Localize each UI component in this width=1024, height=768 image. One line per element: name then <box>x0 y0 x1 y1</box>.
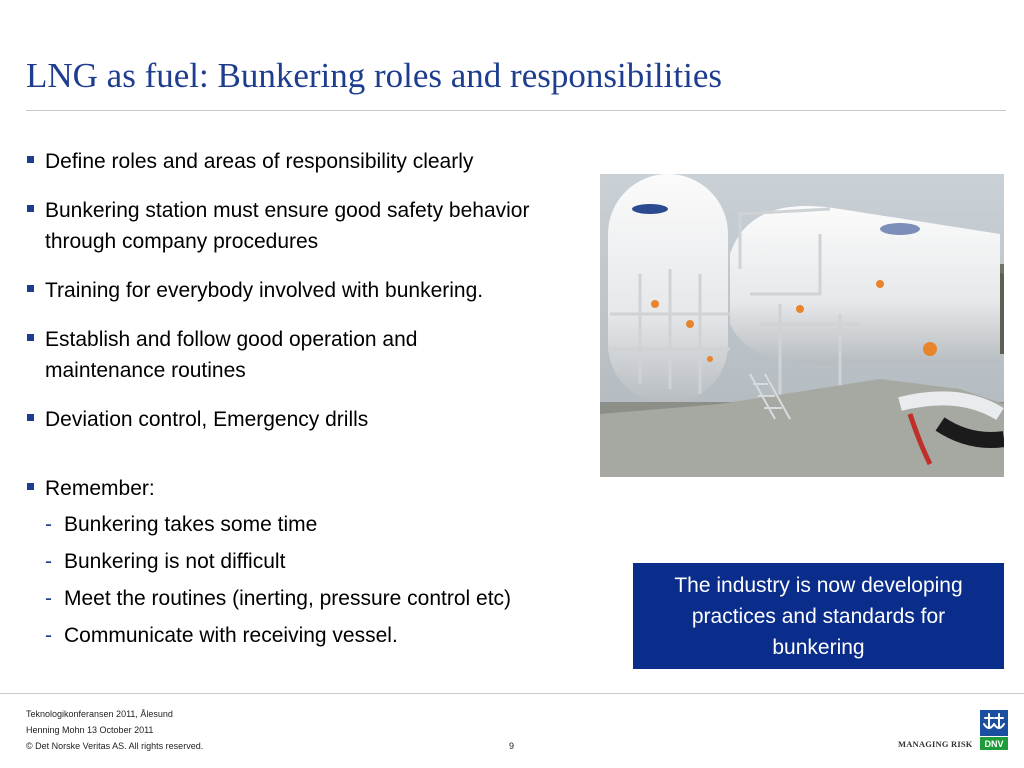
bullet-square-icon <box>27 334 34 341</box>
remember-item <box>26 473 616 651</box>
svg-text:DNV: DNV <box>984 739 1004 749</box>
bullet-text: Deviation control, Emergency drills <box>45 408 369 431</box>
sub-item <box>45 620 616 651</box>
footer-copyright: © Det Norske Veritas AS. All rights reserved. <box>26 741 204 751</box>
page-number: 9 <box>509 741 515 751</box>
bullet-square-icon <box>27 483 34 490</box>
bullet-item <box>26 275 616 306</box>
sub-item-text: Bunkering is not difficult <box>64 550 286 573</box>
bullet-text: Bunkering station must ensure good safety behavior through company procedures <box>45 199 530 253</box>
callout-box: The industry is now developing practices and standards for bunkering <box>633 563 1004 669</box>
footer-conference: Teknologikonferansen 2011, Ålesund <box>26 709 173 719</box>
bullet-list <box>26 146 616 657</box>
bullet-text: Define roles and areas of responsibility clearly <box>45 150 474 173</box>
sub-item <box>45 546 616 577</box>
bullet-square-icon <box>27 285 34 292</box>
bullet-square-icon <box>27 156 34 163</box>
dash-icon: - <box>45 624 52 647</box>
bullet-item <box>26 146 616 177</box>
sub-item-text: Communicate with receiving vessel. <box>64 624 398 647</box>
remember-label: Remember: <box>45 477 155 500</box>
dash-icon: - <box>45 587 52 610</box>
bullet-item <box>26 404 616 435</box>
bullet-square-icon <box>27 205 34 212</box>
bullet-text: Training for everybody involved with bunkering. <box>45 279 484 302</box>
bullet-square-icon <box>27 414 34 421</box>
lng-tank-photo <box>600 174 1004 477</box>
lng-tank-illustration <box>600 174 1004 477</box>
dash-icon: - <box>45 513 52 536</box>
bullet-item <box>26 195 566 257</box>
bullet-text: Establish and follow good operation and maintenance routines <box>45 328 418 382</box>
footer-author-date: Henning Mohn 13 October 2011 <box>26 725 154 735</box>
bullet-item <box>26 324 536 386</box>
dnv-logo <box>980 710 1008 750</box>
sub-item <box>45 509 616 540</box>
sub-item-text: Bunkering takes some time <box>64 513 318 536</box>
brand-tagline: MANAGING RISK <box>898 739 973 749</box>
footer-divider <box>0 693 1024 694</box>
remember-sublist <box>45 509 616 651</box>
sub-item <box>45 583 616 614</box>
sub-item-text: Meet the routines (inerting, pressure control etc) <box>64 587 512 610</box>
dash-icon: - <box>45 550 52 573</box>
title-divider <box>26 110 1006 111</box>
slide-title: LNG as fuel: Bunkering roles and responsibilities <box>26 56 722 95</box>
